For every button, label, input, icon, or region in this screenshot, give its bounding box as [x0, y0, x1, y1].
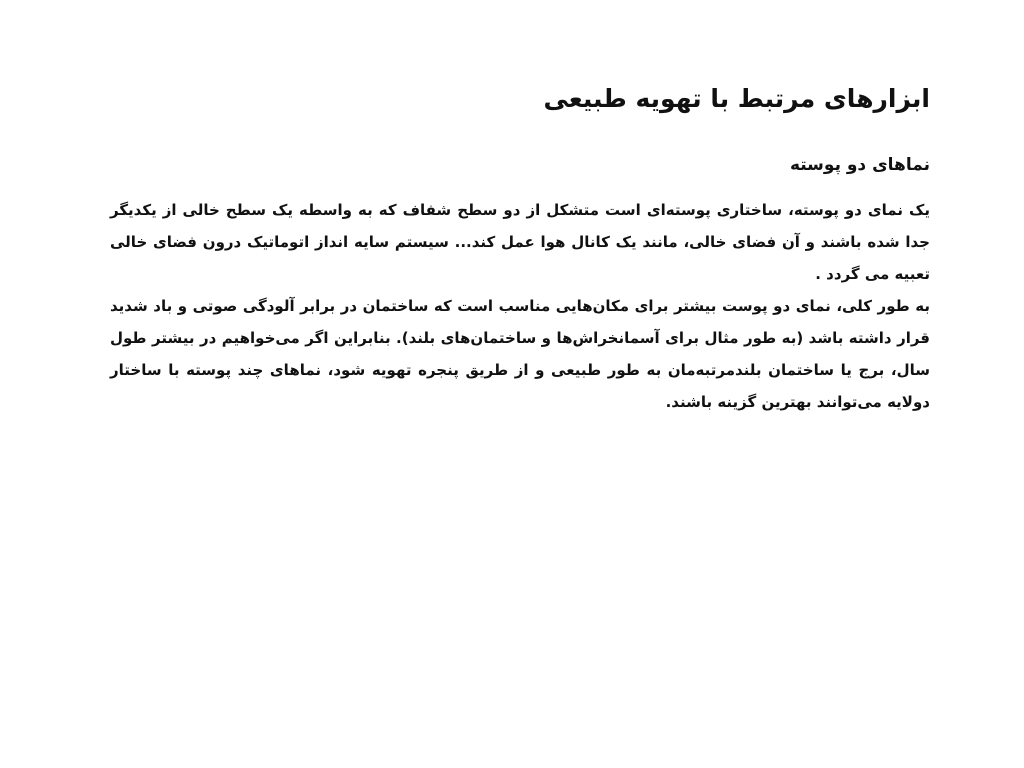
- paragraph-double-skin-definition: یک نمای دو پوسته، ساختاری پوسته‌ای است متشکل از دو سطح شفاف که به واسطه یک سطح خالی از یکدیگر جدا شده باشند و آن فضای خالی، مانند یک کانال هوا عمل کند... سیستم سایه انداز اتوماتیک درون فضای خالی تعبیه می گردد .: [110, 201, 930, 283]
- body-text: [110, 194, 930, 418]
- paragraph-double-skin-usage: به طور کلی، نمای دو پوست بیشتر برای مکان‌هایی مناسب است که ساختمان در برابر آلودگی صوتی و باد شدید قرار داشته باشد (به طور مثال برای آسمانخراش‌ها و ساختمان‌های بلند). بنابراین اگر می‌خواهیم در بیشتر طول سال، برج یا ساختمان بلندمرتبه‌مان به طور طبیعی و از طریق پنجره تهویه شود، نماهای چند پوسته با ساختار دولایه می‌توانند بهترین گزینه باشند.: [110, 297, 930, 411]
- section-heading: نماهای دو پوسته: [789, 155, 930, 175]
- slide-title: ابزارهای مرتبط با تهویه طبیعی: [543, 84, 930, 113]
